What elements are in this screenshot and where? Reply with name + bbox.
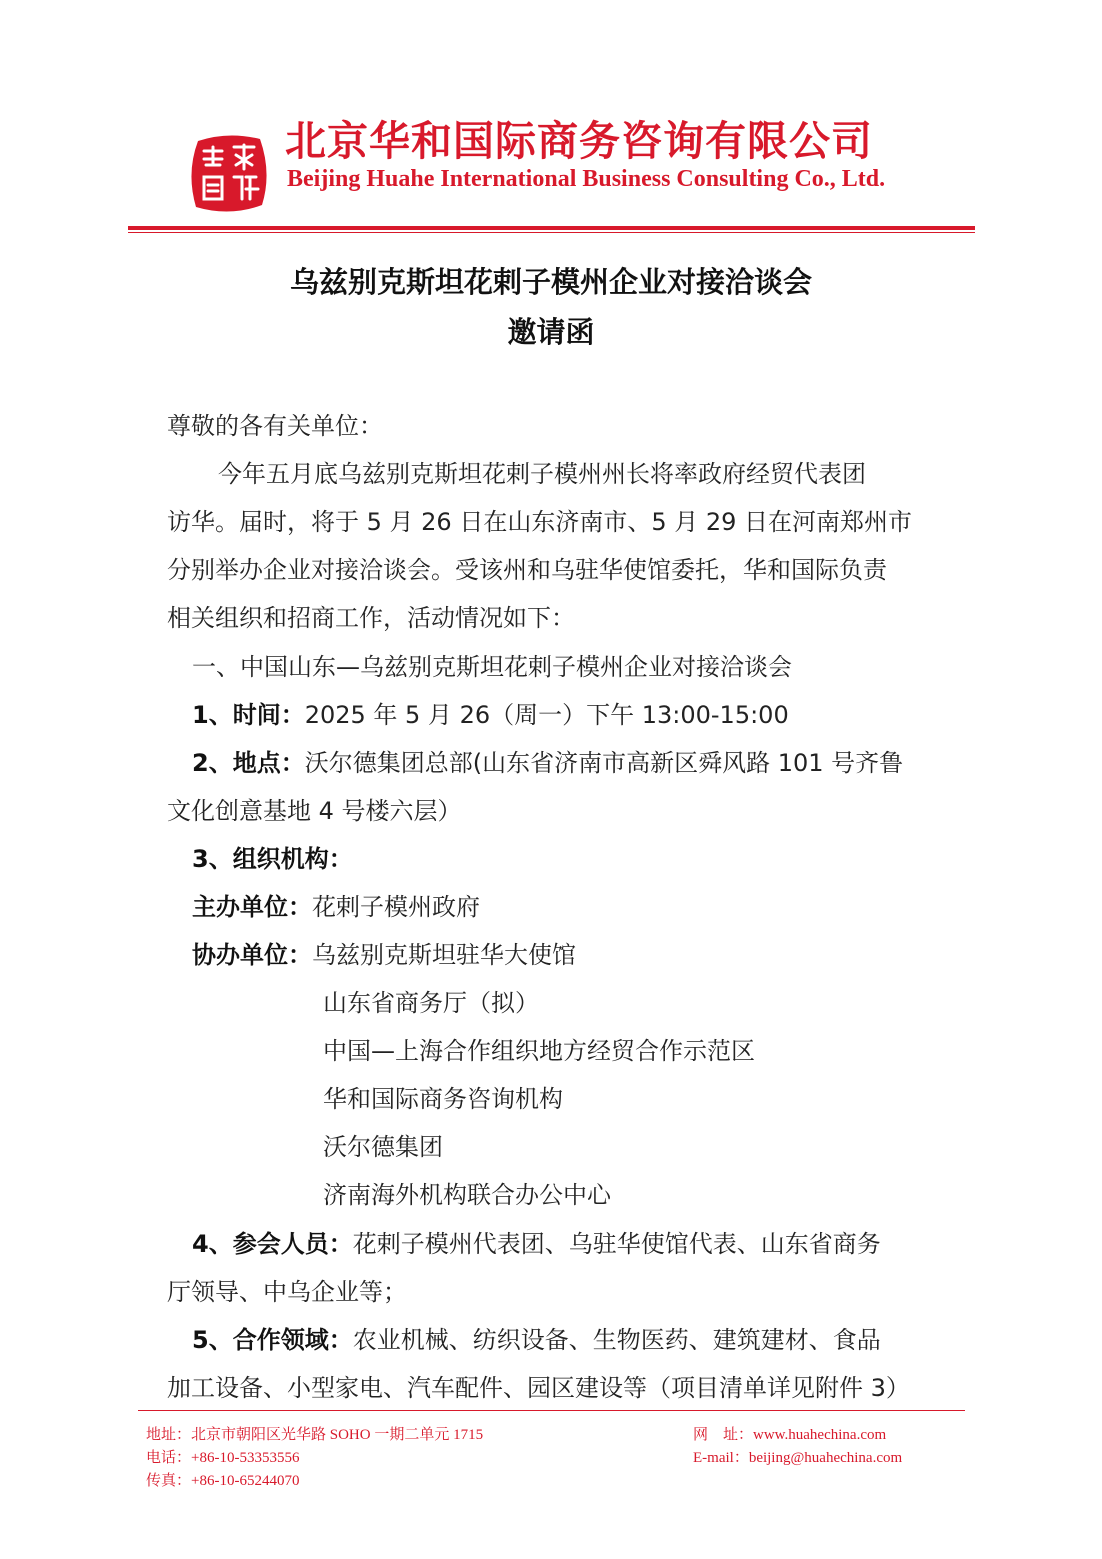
footer-email[interactable]: E-mail：beijing@huahechina.com [693, 1450, 903, 1466]
host-label: 主办单位： [192, 893, 312, 921]
place-label: 2、地点： [192, 749, 305, 777]
header-divider-thick [128, 226, 975, 230]
co-organizer-item: 中国—上海合作组织地方经贸合作示范区 [323, 1037, 755, 1065]
co-organizer-item: 山东省商务厅（拟） [323, 989, 539, 1017]
place-value-cont: 文化创意基地 4 号楼六层） [167, 797, 462, 825]
company-name-cn: 北京华和国际商务咨询有限公司 [285, 117, 873, 165]
attendees-label: 4、参会人员： [192, 1230, 353, 1258]
co-organizer-row [192, 940, 576, 970]
footer-divider [138, 1410, 965, 1411]
footer-phone: 电话：+86-10-53353556 [146, 1450, 300, 1466]
document-subtitle: 邀请函 [507, 315, 595, 349]
fields-label: 5、合作领域： [192, 1326, 353, 1354]
fields-row [192, 1325, 881, 1355]
time-row [192, 700, 789, 730]
host-value: 花剌子模州政府 [312, 893, 480, 921]
intro-line-1: 今年五月底乌兹别克斯坦花剌子模州州长将率政府经贸代表团 [218, 460, 866, 488]
co-organizer-item: 济南海外机构联合办公中心 [323, 1181, 611, 1209]
fields-value-cont: 加工设备、小型家电、汽车配件、园区建设等（项目清单详见附件 3） [167, 1374, 910, 1402]
footer-fax: 传真：+86-10-65244070 [146, 1473, 300, 1489]
footer-address: 地址：北京市朝阳区光华路 SOHO 一期二单元 1715 [146, 1427, 484, 1443]
company-seal-logo [188, 133, 270, 213]
intro-line-4: 相关组织和招商工作，活动情况如下： [167, 604, 575, 632]
co-organizer-item: 沃尔德集团 [323, 1133, 443, 1161]
intro-line-2: 访华。届时，将于 5 月 26 日在山东济南市、5 月 29 日在河南郑州市 [167, 508, 913, 536]
attendees-row [192, 1229, 881, 1259]
host-row [192, 892, 480, 922]
document-title: 乌兹别克斯坦花剌子模州企业对接洽谈会 [289, 265, 812, 299]
header-divider-thin [128, 232, 975, 233]
co-organizer-item: 乌兹别克斯坦驻华大使馆 [312, 941, 576, 969]
intro-line-3: 分别举办企业对接洽谈会。受该州和乌驻华使馆委托，华和国际负责 [167, 556, 887, 584]
co-organizer-label: 协办单位： [192, 941, 312, 969]
co-organizer-item: 华和国际商务咨询机构 [323, 1085, 563, 1113]
place-row [192, 748, 903, 778]
section-1-heading: 一、中国山东—乌兹别克斯坦花剌子模州企业对接洽谈会 [192, 653, 792, 681]
attendees-value: 花剌子模州代表团、乌驻华使馆代表、山东省商务 [352, 1230, 881, 1258]
footer-website[interactable]: 网 址：www.huahechina.com [693, 1427, 887, 1443]
org-label: 3、组织机构： [192, 845, 353, 873]
salutation: 尊敬的各有关单位： [167, 412, 383, 440]
company-name-en: Beijing Huahe International Business Consulting Co., Ltd. [287, 166, 886, 192]
fields-value: 农业机械、纺织设备、生物医药、建筑建材、食品 [352, 1326, 881, 1354]
place-value: 沃尔德集团总部(山东省济南市高新区舜风路 101 号齐鲁 [304, 749, 904, 777]
attendees-value-cont: 厅领导、中乌企业等； [167, 1278, 407, 1306]
time-label: 1、时间： [192, 701, 305, 729]
time-value: 2025 年 5 月 26（周一）下午 13:00-15:00 [304, 701, 789, 729]
